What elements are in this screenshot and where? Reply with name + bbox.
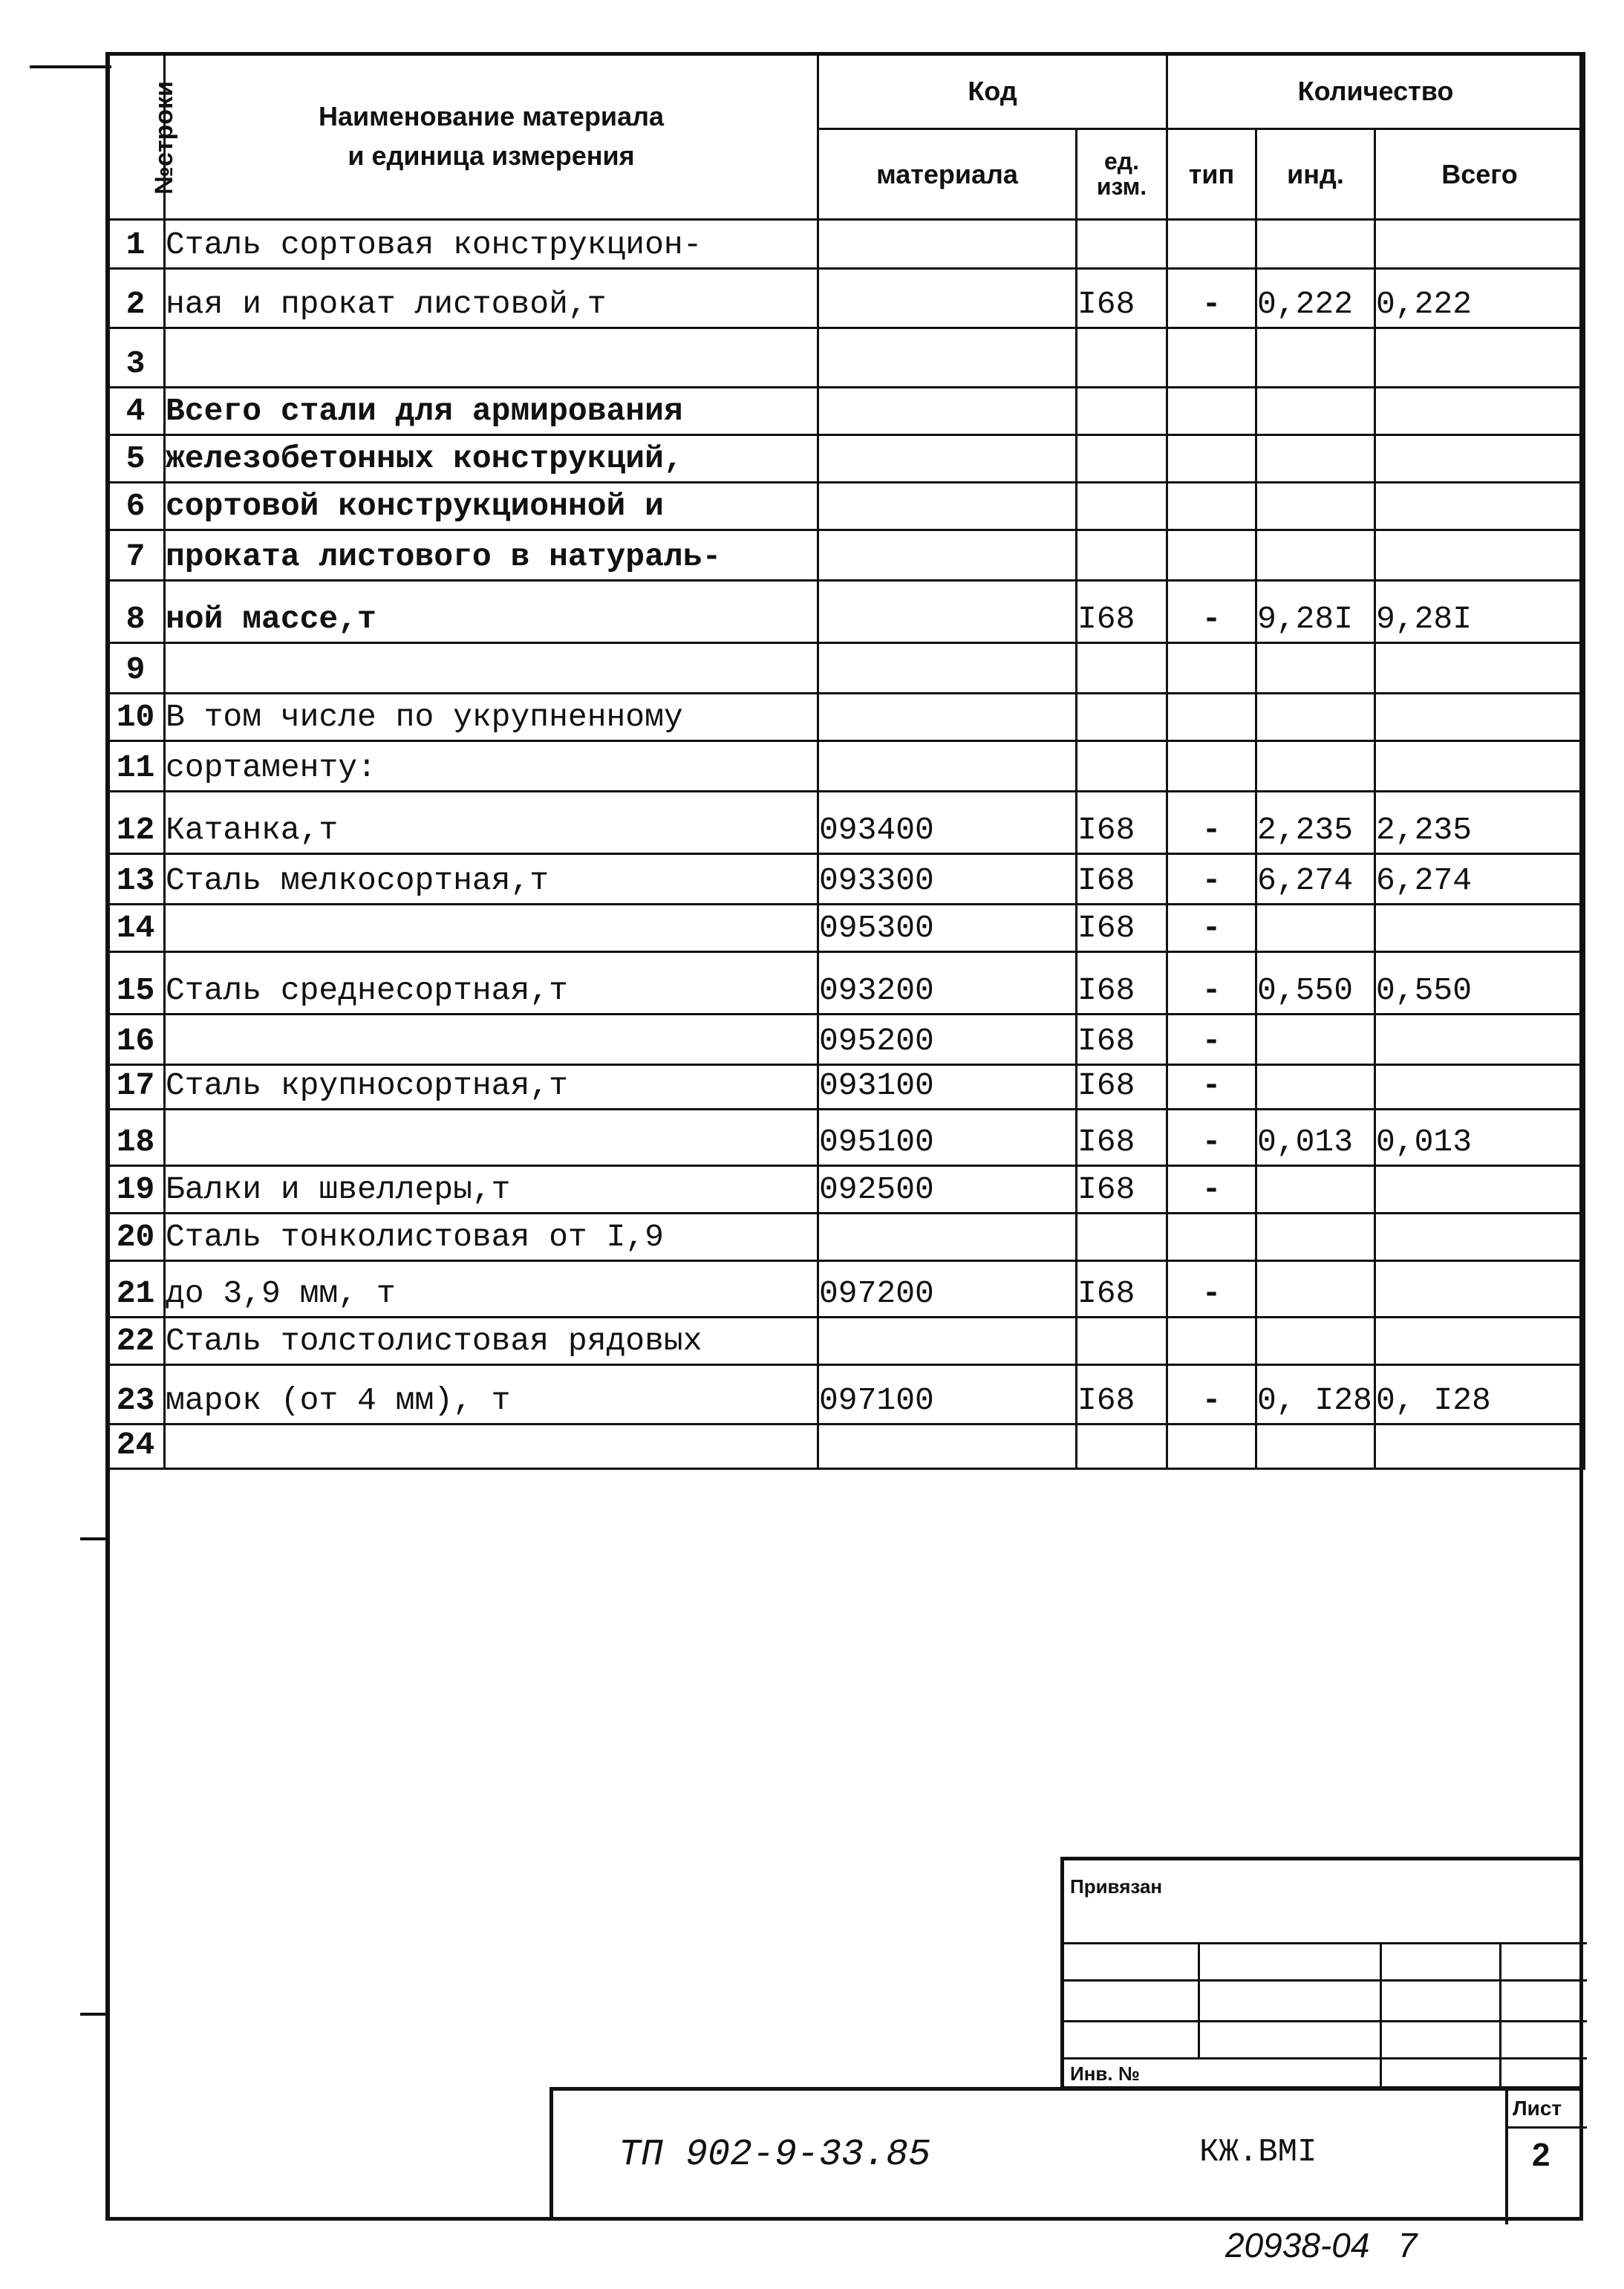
qty-ind — [1256, 1214, 1375, 1261]
row-number: 17 — [107, 1065, 165, 1110]
material-code — [818, 741, 1077, 792]
unit-code — [1077, 1214, 1167, 1261]
qty-ind: 6,274 — [1256, 854, 1375, 905]
qty-type-header: тип — [1167, 129, 1256, 220]
material-name: проката листового в натураль- — [165, 530, 818, 581]
material-code — [818, 435, 1077, 483]
material-name — [165, 328, 818, 388]
qty-total — [1375, 530, 1585, 581]
row-number: 7 — [107, 530, 165, 581]
table-row — [107, 643, 1585, 694]
unit-code: I68 — [1077, 905, 1167, 952]
material-code — [818, 530, 1077, 581]
drawing-mark: КЖ.ВМI — [1199, 2134, 1317, 2171]
qty-type: - — [1167, 581, 1256, 643]
unit-code: I68 — [1077, 854, 1167, 905]
material-name: сортовой конструкционной и — [165, 483, 818, 530]
unit-code — [1077, 1424, 1167, 1469]
qty-type: - — [1167, 792, 1256, 854]
qty-total — [1375, 328, 1585, 388]
unit-code: I68 — [1077, 269, 1167, 328]
qty-ind — [1256, 435, 1375, 483]
unit-code — [1077, 388, 1167, 435]
qty-type — [1167, 694, 1256, 741]
qty-ind — [1256, 483, 1375, 530]
code-material-header: материала — [818, 129, 1077, 220]
material-code — [818, 694, 1077, 741]
unit-code — [1077, 435, 1167, 483]
unit-code — [1077, 483, 1167, 530]
qty-total — [1375, 483, 1585, 530]
document-number: ТП 902-9-33.85 — [619, 2134, 931, 2176]
qty-total — [1375, 694, 1585, 741]
table-row — [107, 1110, 1585, 1166]
material-name: Сталь тонколистовая от I,9 — [165, 1214, 818, 1261]
material-name: сортаменту: — [165, 741, 818, 792]
attachment-stamp — [1060, 1857, 1583, 2090]
qty-total — [1375, 388, 1585, 435]
unit-code — [1077, 1318, 1167, 1365]
table-row — [107, 388, 1585, 435]
qty-ind — [1256, 1261, 1375, 1318]
material-name — [165, 1015, 818, 1065]
qty-total — [1375, 1318, 1585, 1365]
material-code — [818, 220, 1077, 269]
qty-ind — [1256, 905, 1375, 952]
table-row — [107, 1318, 1585, 1365]
material-code: 097100 — [818, 1365, 1077, 1424]
material-name: до 3,9 мм, т — [165, 1261, 818, 1318]
table-row — [107, 792, 1585, 854]
table-row — [107, 581, 1585, 643]
sheet-number: 2 — [1532, 2137, 1550, 2173]
row-number: 10 — [107, 694, 165, 741]
code-unit-header: ед. изм. — [1077, 129, 1167, 220]
left-margin-tick — [80, 1537, 107, 1540]
unit-code — [1077, 220, 1167, 269]
material-name: железобетонных конструкций, — [165, 435, 818, 483]
unit-code — [1077, 530, 1167, 581]
unit-code: I68 — [1077, 1365, 1167, 1424]
material-name — [165, 905, 818, 952]
table-row — [107, 1214, 1585, 1261]
row-number: 19 — [107, 1166, 165, 1214]
qty-ind — [1256, 643, 1375, 694]
table-row — [107, 1015, 1585, 1065]
left-margin-tick — [80, 2013, 107, 2016]
table-row — [107, 435, 1585, 483]
material-name: Сталь среднесортная,т — [165, 952, 818, 1015]
table-row — [107, 952, 1585, 1015]
unit-code: I68 — [1077, 1110, 1167, 1166]
material-code: 093400 — [818, 792, 1077, 854]
qty-ind — [1256, 388, 1375, 435]
row-number: 11 — [107, 741, 165, 792]
unit-code — [1077, 328, 1167, 388]
unit-code: I68 — [1077, 952, 1167, 1015]
qty-type: - — [1167, 269, 1256, 328]
qty-type: - — [1167, 1261, 1256, 1318]
qty-type — [1167, 1214, 1256, 1261]
material-code — [818, 581, 1077, 643]
unit-code — [1077, 643, 1167, 694]
qty-ind — [1256, 1166, 1375, 1214]
qty-total: 2,235 — [1375, 792, 1585, 854]
unit-code: I68 — [1077, 581, 1167, 643]
qty-type: - — [1167, 1065, 1256, 1110]
qty-type: - — [1167, 905, 1256, 952]
row-number: 9 — [107, 643, 165, 694]
unit-code: I68 — [1077, 792, 1167, 854]
row-number: 12 — [107, 792, 165, 854]
qty-total — [1375, 1261, 1585, 1318]
table-row — [107, 1365, 1585, 1424]
qty-type — [1167, 483, 1256, 530]
qty-total: 0,550 — [1375, 952, 1585, 1015]
qty-total: 6,274 — [1375, 854, 1585, 905]
row-number: 22 — [107, 1318, 165, 1365]
qty-ind: 9,28I — [1256, 581, 1375, 643]
qty-type: - — [1167, 1015, 1256, 1065]
materials-table — [105, 52, 1585, 1470]
material-code: 093100 — [818, 1065, 1077, 1110]
qty-type: - — [1167, 952, 1256, 1015]
material-name: Всего стали для армирования — [165, 388, 818, 435]
qty-total: 0, I28 — [1375, 1365, 1585, 1424]
qty-ind: 0,013 — [1256, 1110, 1375, 1166]
material-name: Сталь толстолистовая рядовых — [165, 1318, 818, 1365]
qty-type — [1167, 1424, 1256, 1469]
material-code — [818, 1318, 1077, 1365]
qty-ind — [1256, 1318, 1375, 1365]
qty-total — [1375, 741, 1585, 792]
material-name — [165, 1110, 818, 1166]
name-header: Наименование материала и единица измерения — [165, 53, 818, 220]
row-number: 1 — [107, 220, 165, 269]
material-name: Сталь мелкосортная,т — [165, 854, 818, 905]
qty-ind — [1256, 220, 1375, 269]
qty-total — [1375, 1015, 1585, 1065]
qty-type: - — [1167, 854, 1256, 905]
table-row — [107, 483, 1585, 530]
unit-code: I68 — [1077, 1015, 1167, 1065]
attached-label: Привязан — [1070, 1875, 1163, 1898]
material-code: 093300 — [818, 854, 1077, 905]
row-number: 6 — [107, 483, 165, 530]
table-row — [107, 1424, 1585, 1469]
material-code — [818, 1424, 1077, 1469]
qty-type: - — [1167, 1365, 1256, 1424]
qty-ind — [1256, 1015, 1375, 1065]
table-row — [107, 220, 1585, 269]
table-row — [107, 741, 1585, 792]
table-row — [107, 269, 1585, 328]
material-code: 092500 — [818, 1166, 1077, 1214]
inventory-number-label: Инв. № — [1070, 2062, 1140, 2085]
material-code — [818, 483, 1077, 530]
qty-ind: 2,235 — [1256, 792, 1375, 854]
unit-code — [1077, 694, 1167, 741]
qty-total-header: Всего — [1375, 129, 1585, 220]
qty-type — [1167, 741, 1256, 792]
material-name: В том числе по укрупненному — [165, 694, 818, 741]
qty-ind — [1256, 1424, 1375, 1469]
qty-total — [1375, 220, 1585, 269]
material-name: марок (от 4 мм), т — [165, 1365, 818, 1424]
table-row — [107, 328, 1585, 388]
qty-ind — [1256, 328, 1375, 388]
row-number: 14 — [107, 905, 165, 952]
material-name: Сталь сортовая конструкцион- — [165, 220, 818, 269]
row-number: 24 — [107, 1424, 165, 1469]
unit-code — [1077, 741, 1167, 792]
table-row — [107, 1261, 1585, 1318]
unit-code: I68 — [1077, 1166, 1167, 1214]
qty-total — [1375, 1065, 1585, 1110]
material-code — [818, 643, 1077, 694]
material-code: 095200 — [818, 1015, 1077, 1065]
row-number: 2 — [107, 269, 165, 328]
unit-code: I68 — [1077, 1261, 1167, 1318]
qty-type: - — [1167, 1166, 1256, 1214]
row-number: 21 — [107, 1261, 165, 1318]
qty-total — [1375, 1166, 1585, 1214]
qty-ind: 0,222 — [1256, 269, 1375, 328]
sheet-label: Лист — [1513, 2097, 1562, 2120]
table-row — [107, 1065, 1585, 1110]
material-code — [818, 388, 1077, 435]
qty-total: 9,28I — [1375, 581, 1585, 643]
qty-total — [1375, 643, 1585, 694]
row-number: 16 — [107, 1015, 165, 1065]
qty-type — [1167, 1318, 1256, 1365]
table-row — [107, 1166, 1585, 1214]
qty-total — [1375, 435, 1585, 483]
row-number-header: №строки — [107, 53, 165, 220]
qty-type — [1167, 388, 1256, 435]
material-code: 095300 — [818, 905, 1077, 952]
table-row — [107, 905, 1585, 952]
qty-ind: 0,550 — [1256, 952, 1375, 1015]
table-row — [107, 530, 1585, 581]
material-name: Катанка,т — [165, 792, 818, 854]
qty-total: 0,222 — [1375, 269, 1585, 328]
qty-type — [1167, 530, 1256, 581]
table-row — [107, 854, 1585, 905]
material-code — [818, 328, 1077, 388]
row-number: 23 — [107, 1365, 165, 1424]
row-number: 3 — [107, 328, 165, 388]
quantity-header: Количество — [1167, 53, 1585, 129]
qty-ind: 0, I28 — [1256, 1365, 1375, 1424]
material-code — [818, 1214, 1077, 1261]
material-name: ной массе,т — [165, 581, 818, 643]
title-block — [550, 2087, 1583, 2221]
material-code: 097200 — [818, 1261, 1077, 1318]
qty-total — [1375, 1214, 1585, 1261]
row-number: 4 — [107, 388, 165, 435]
qty-ind — [1256, 1065, 1375, 1110]
row-number: 5 — [107, 435, 165, 483]
top-margin-line — [30, 65, 111, 68]
qty-type — [1167, 220, 1256, 269]
row-number: 20 — [107, 1214, 165, 1261]
material-name — [165, 643, 818, 694]
code-header: Код — [818, 53, 1167, 129]
table-row — [107, 694, 1585, 741]
qty-ind — [1256, 530, 1375, 581]
qty-type — [1167, 328, 1256, 388]
materials-rows — [107, 220, 1585, 1469]
archive-number: 20938-04 7 — [1225, 2226, 1418, 2264]
unit-code: I68 — [1077, 1065, 1167, 1110]
material-name: Балки и швеллеры,т — [165, 1166, 818, 1214]
qty-total: 0,013 — [1375, 1110, 1585, 1166]
qty-ind — [1256, 694, 1375, 741]
row-number: 15 — [107, 952, 165, 1015]
material-code: 093200 — [818, 952, 1077, 1015]
row-number: 8 — [107, 581, 165, 643]
material-code: 095100 — [818, 1110, 1077, 1166]
qty-total — [1375, 905, 1585, 952]
material-name: Сталь крупносортная,т — [165, 1065, 818, 1110]
qty-ind-header: инд. — [1256, 129, 1375, 220]
material-code — [818, 269, 1077, 328]
row-number: 18 — [107, 1110, 165, 1166]
qty-type — [1167, 643, 1256, 694]
qty-type: - — [1167, 1110, 1256, 1166]
material-name: ная и прокат листовой,т — [165, 269, 818, 328]
qty-total — [1375, 1424, 1585, 1469]
row-number: 13 — [107, 854, 165, 905]
qty-ind — [1256, 741, 1375, 792]
material-name — [165, 1424, 818, 1469]
qty-type — [1167, 435, 1256, 483]
